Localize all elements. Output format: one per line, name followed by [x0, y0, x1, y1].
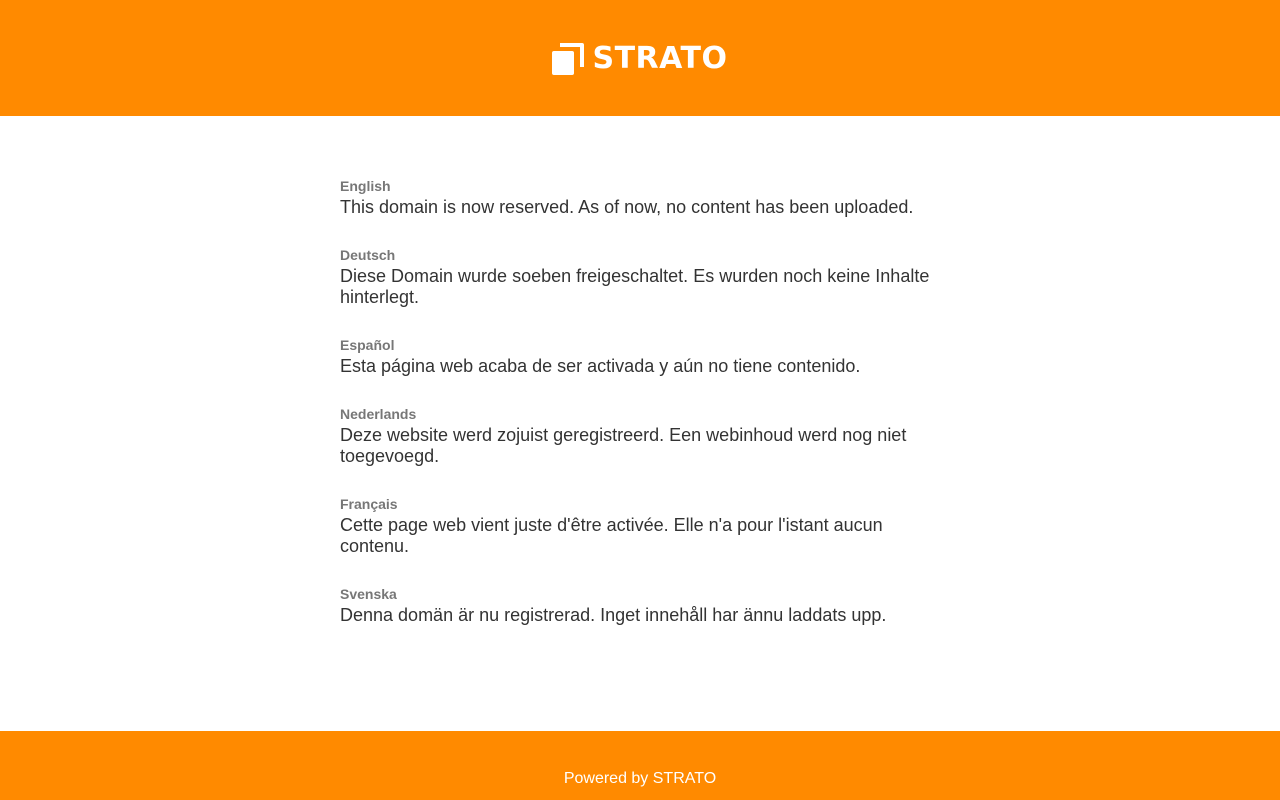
page-header: [0, 0, 1280, 116]
language-list: [340, 178, 940, 655]
lang-name: Deutsch: [340, 247, 396, 263]
lang-name: English: [340, 178, 391, 194]
lang-block-english: [340, 178, 940, 218]
lang-name: Français: [340, 496, 398, 512]
powered-by-link[interactable]: Powered by STRATO: [563, 770, 717, 787]
lang-block-espanol: [340, 337, 940, 377]
lang-name: Nederlands: [340, 406, 417, 422]
lang-text: Denna domän är nu registrerad. Inget innehåll har ännu laddats upp.: [340, 605, 887, 625]
page-footer: [0, 731, 1280, 800]
lang-name: Español: [340, 337, 395, 353]
lang-block-svenska: [340, 586, 940, 626]
lang-text: Diese Domain wurde soeben freigeschaltet. Es wurden noch keine Inhalte hinterlegt.: [340, 266, 930, 307]
strato-logo[interactable]: [552, 43, 727, 75]
logo-text: STRATO: [592, 41, 728, 76]
lang-text: Esta página web acaba de ser activada y aún no tiene contenido.: [340, 356, 861, 376]
lang-block-nederlands: [340, 406, 940, 467]
lang-text: This domain is now reserved. As of now, no content has been uploaded.: [340, 197, 914, 217]
lang-text: Deze website werd zojuist geregistreerd. Een webinhoud werd nog niet toegevoegd.: [340, 425, 907, 466]
lang-name: Svenska: [340, 586, 397, 602]
lang-block-francais: [340, 496, 940, 557]
strato-square-icon: [552, 43, 584, 75]
lang-text: Cette page web vient juste d'être activée. Elle n'a pour l'istant aucun contenu.: [340, 515, 883, 556]
lang-block-deutsch: [340, 247, 940, 308]
